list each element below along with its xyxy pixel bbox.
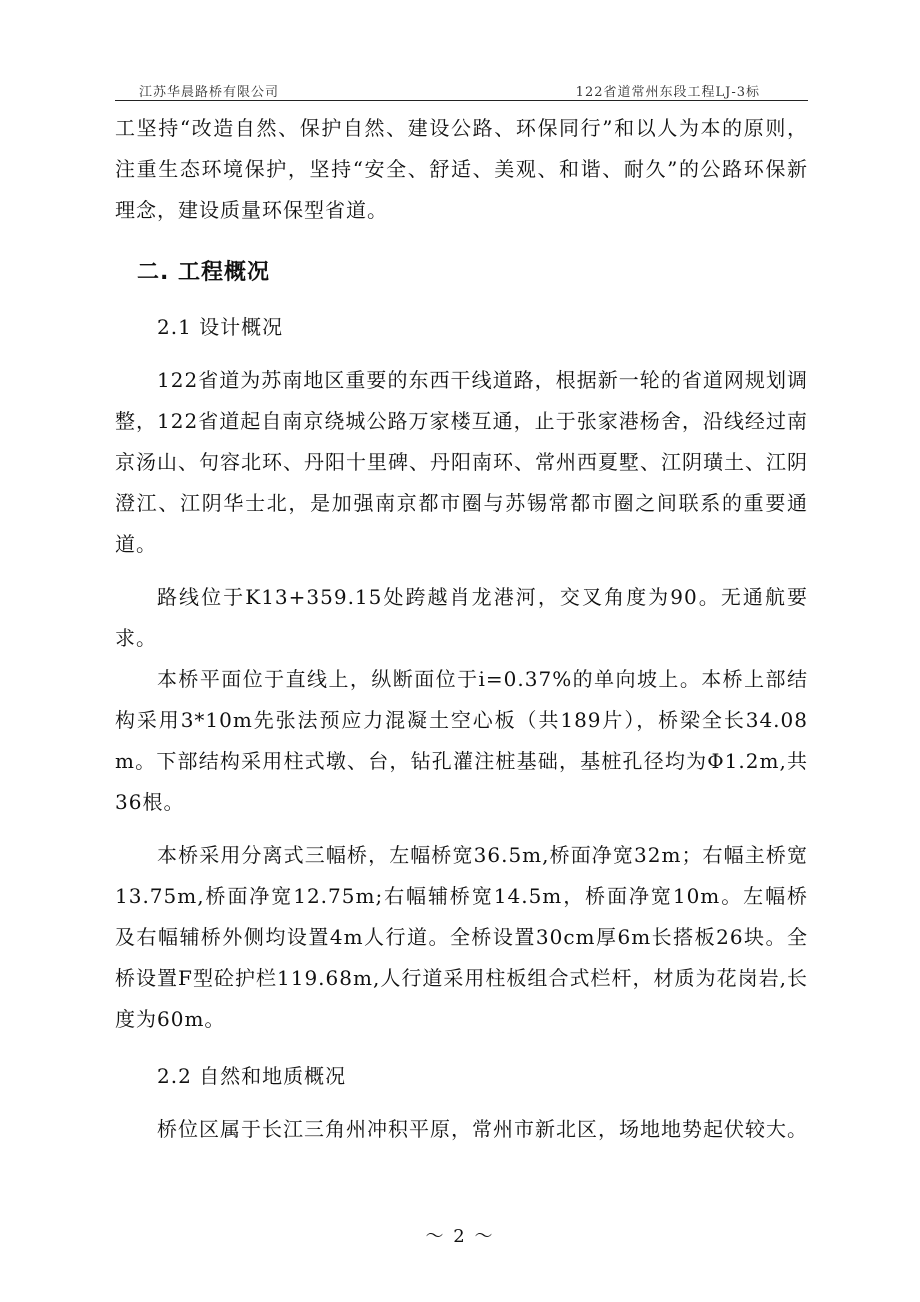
paragraph-crossing: 路线位于K13+359.15处跨越肖龙港河，交叉角度为90。无通航要求。	[115, 585, 808, 650]
paragraph-continued: 工坚持“改造自然、保护自然、建设公路、环保同行”和以人为本的原则，注重生态环境保护，坚持“安全、舒适、美观、和谐、耐久”的公路环保新理念，建设质量环保型省道。	[115, 116, 808, 222]
page-number: ～ 2 ～	[425, 1226, 495, 1247]
page-header	[115, 78, 808, 101]
paragraph-structure: 本桥平面位于直线上，纵断面位于i=0.37%的单向坡上。本桥上部结构采用3*10m先张法预应力混凝土空心板（共189片），桥梁全长34.08m。下部结构采用柱式墩、台，钻孔灌注桩基础，基桩孔径均为Φ1.2m,共36根。	[115, 667, 808, 814]
subsection-heading-2-2: 2.2 自然和地质概况	[157, 1064, 347, 1088]
paragraph-bridge-width: 本桥采用分离式三幅桥，左幅桥宽36.5m,桥面净宽32m；右幅主桥宽13.75m,桥面净宽12.75m;右幅辅桥宽14.5m，桥面净宽10m。左幅桥及右幅辅桥外侧均设置4m人行道。全桥设置30cm厚6m长搭板26块。全桥设置F型砼护栏119.68m,人行道采用柱板组合式栏杆，材质为花岗岩,长度为60m。	[115, 843, 808, 1031]
paragraph-route-overview: 122省道为苏南地区重要的东西干线道路，根据新一轮的省道网规划调整，122省道起自南京绕城公路万家楼互通，止于张家港杨舍，沿线经过南京汤山、句容北环、丹阳十里碑、丹阳南环、常州西夏墅、江阴璜土、江阴澄江、江阴华士北，是加强南京都市圈与苏锡常都市圈之间联系的重要通道。	[115, 368, 808, 556]
document-body	[115, 108, 808, 1150]
header-company: 江苏华晨路桥有限公司	[139, 85, 280, 100]
section-heading: 二. 工程概况	[137, 260, 271, 285]
subsection-heading-2-1: 2.1 设计概况	[157, 315, 284, 339]
header-project: 122省道常州东段工程LJ-3标	[575, 85, 760, 100]
paragraph-geology: 桥位区属于长江三角州冲积平原，常州市新北区，场地地势起伏较大。	[157, 1117, 808, 1141]
